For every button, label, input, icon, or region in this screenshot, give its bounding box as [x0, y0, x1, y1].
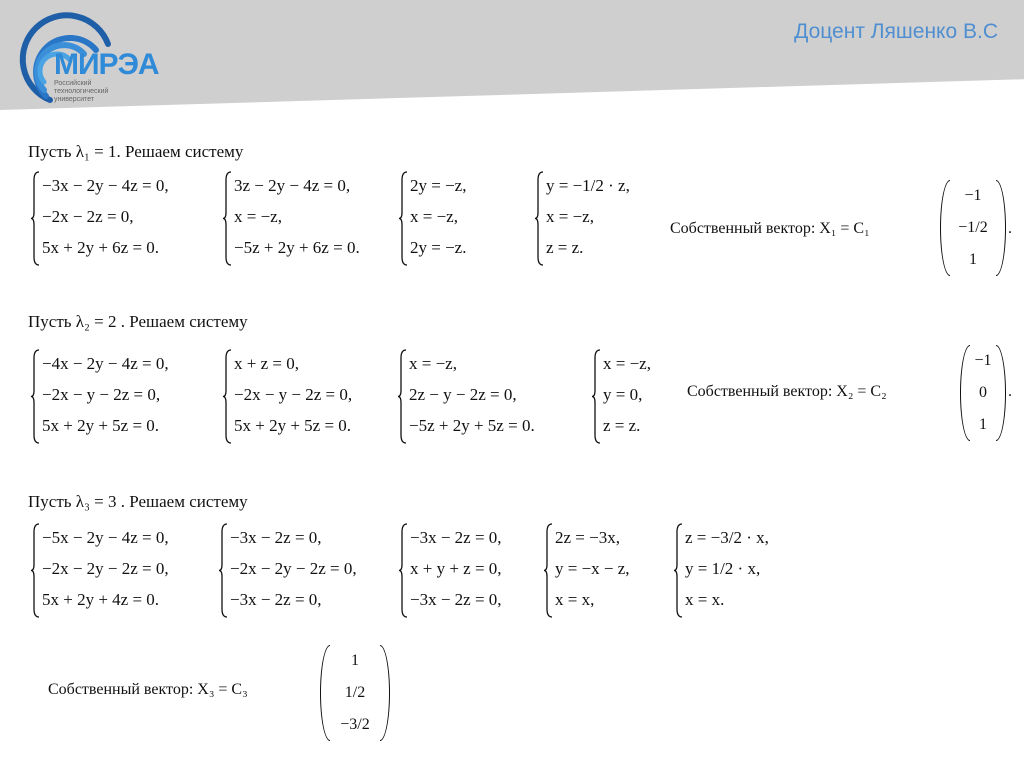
logo-subtitle: Российский технологический университет	[54, 80, 109, 103]
vector-component: 0	[979, 384, 987, 401]
equation-line: 2z − y − 2z = 0,	[409, 385, 517, 404]
equation-line: x + z = 0,	[234, 354, 299, 373]
equation-line: −2x − y − 2z = 0,	[234, 385, 353, 404]
equation-system	[534, 170, 630, 263]
equation-system	[218, 522, 357, 615]
left-brace-icon	[398, 170, 410, 267]
section-title: Пусть λ₂ = 2 . Решаем систему	[28, 312, 248, 331]
equation-line: −5z + 2y + 6z = 0.	[234, 238, 360, 257]
equation-line: −2x − y − 2z = 0,	[42, 385, 161, 404]
eigenvector-matrix	[940, 180, 1006, 276]
left-brace-icon	[222, 170, 234, 267]
left-brace-icon	[591, 348, 603, 445]
vector-component: 1	[979, 416, 987, 433]
eigenvector-label: Собственный вектор: X₃ = C₃	[48, 681, 248, 698]
equation-line: z = −3/2 · x,	[685, 528, 769, 547]
equation-line: 3z − 2y − 4z = 0,	[234, 176, 351, 195]
eigenvector-matrix	[960, 345, 1006, 441]
equation-line: x = x,	[555, 590, 595, 609]
equation-system	[543, 522, 630, 615]
equation-line: −2x − 2z = 0,	[42, 207, 134, 226]
equation-line: 5x + 2y + 6z = 0.	[42, 238, 160, 257]
equation-line: y = −1/2 · z,	[546, 176, 630, 195]
eigenvector-label: Собственный вектор: X₁ = C₁	[670, 220, 870, 237]
left-brace-icon	[534, 170, 546, 267]
mirea-logo	[0, 0, 180, 108]
vector-component: −3/2	[340, 716, 370, 733]
equation-line: −5x − 2y − 4z = 0,	[42, 528, 169, 547]
left-brace-icon	[30, 522, 42, 619]
equation-line: 2y = −z.	[410, 238, 467, 257]
left-brace-icon	[398, 522, 410, 619]
equation-line: x + y + z = 0,	[410, 559, 502, 578]
equation-line: −3x − 2z = 0,	[410, 590, 502, 609]
equation-line: −2x − 2y − 2z = 0,	[230, 559, 357, 578]
equation-line: x = −z,	[546, 207, 594, 226]
equation-line: x = −z,	[234, 207, 282, 226]
equation-line: x = x.	[685, 590, 725, 609]
vector-component: 1	[351, 652, 359, 669]
equation-line: y = 0,	[603, 385, 643, 404]
left-brace-icon	[222, 348, 234, 445]
left-brace-icon	[30, 348, 42, 445]
equation-system	[398, 170, 466, 263]
equation-line: z = z.	[546, 238, 584, 257]
section-title: Пусть λ₁ = 1. Решаем систему	[28, 142, 244, 161]
equation-line: y = −x − z,	[555, 559, 630, 578]
left-brace-icon	[397, 348, 409, 445]
equation-system	[222, 170, 360, 263]
equation-line: −3x − 2y − 4z = 0,	[42, 176, 169, 195]
equation-line: x = −z,	[410, 207, 458, 226]
equation-line: −5z + 2y + 5z = 0.	[409, 416, 535, 435]
vector-component: 1/2	[344, 684, 366, 701]
left-brace-icon	[673, 522, 685, 619]
equation-line: x = −z,	[603, 354, 651, 373]
left-brace-icon	[218, 522, 230, 619]
equation-line: −3x − 2z = 0,	[410, 528, 502, 547]
equation-line: z = z.	[603, 416, 641, 435]
trailing-period: .	[1008, 383, 1012, 400]
vector-component: −1	[974, 352, 992, 369]
equation-line: 2y = −z,	[410, 176, 467, 195]
equation-line: −3x − 2z = 0,	[230, 590, 322, 609]
equation-line: 5x + 2y + 5z = 0.	[42, 416, 160, 435]
equation-line: y = 1/2 · x,	[685, 559, 761, 578]
vector-component: −1	[964, 187, 982, 204]
trailing-period: .	[1008, 220, 1012, 237]
equation-system	[30, 170, 169, 263]
author-title: Доцент Ляшенко В.С	[794, 20, 998, 43]
eigenvector-label: Собственный вектор: X₂ = C₂	[687, 383, 887, 400]
equation-system	[222, 348, 352, 441]
left-brace-icon	[30, 170, 42, 267]
section-title: Пусть λ₃ = 3 . Решаем систему	[28, 492, 248, 511]
equation-line: 2z = −3x,	[555, 528, 620, 547]
equation-system	[398, 522, 502, 615]
equation-line: −4x − 2y − 4z = 0,	[42, 354, 169, 373]
equation-line: −3x − 2z = 0,	[230, 528, 322, 547]
equation-line: 5x + 2y + 5z = 0.	[234, 416, 352, 435]
equation-line: 5x + 2y + 4z = 0.	[42, 590, 160, 609]
equation-line: x = −z,	[409, 354, 457, 373]
eigenvector-matrix	[320, 645, 390, 741]
equation-line: −2x − 2y − 2z = 0,	[42, 559, 169, 578]
vector-component: 1	[969, 251, 977, 268]
equation-system	[397, 348, 535, 441]
equation-system	[673, 522, 769, 615]
equation-system	[30, 522, 169, 615]
vector-component: −1/2	[958, 219, 988, 236]
equation-system	[30, 348, 169, 441]
left-brace-icon	[543, 522, 555, 619]
equation-system	[591, 348, 651, 441]
logo-word: МИРЭА	[54, 48, 159, 81]
